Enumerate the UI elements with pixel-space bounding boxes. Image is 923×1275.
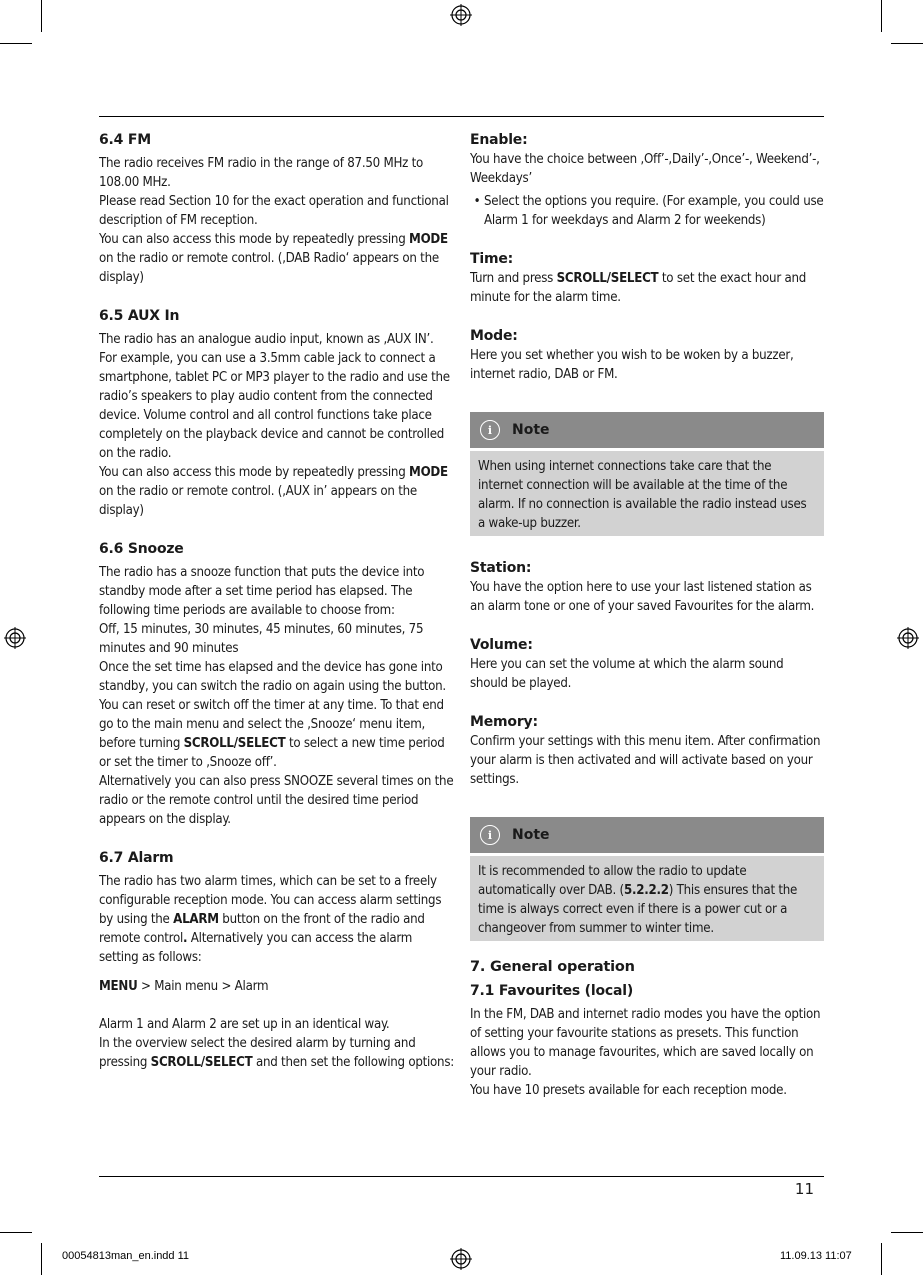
crop-mark [0, 1232, 32, 1233]
section-enable [470, 130, 824, 230]
registration-mark-icon [450, 1248, 472, 1270]
note-title: Note [512, 422, 550, 438]
section-heading: Station: [470, 560, 532, 576]
section-heading: 6.4 FM [99, 132, 151, 148]
paragraph: You can also access this mode by repeatedly pressing MODE on the radio or remote control. (‚DAB Radio‘ appears on the display) [99, 232, 448, 285]
section-favourites [470, 981, 824, 1100]
top-rule [99, 116, 824, 117]
crop-mark [881, 1243, 882, 1275]
section-alarm [99, 848, 454, 1072]
section-heading: Mode: [470, 328, 518, 344]
paragraph: Once the set time has elapsed and the device has gone into standby, you can switch the radio on again using the button. You can reset or switch off the timer at any time. To that end go to the main menu and select the ‚Snooze‘ menu item, before turning SCROLL/SELECT to select a new time period or set the timer to ‚Snooze off’. [99, 660, 446, 770]
crop-mark [891, 1232, 923, 1233]
note-box [470, 817, 824, 941]
crop-mark [881, 0, 882, 32]
paragraph: You have the choice between ‚Off’-,Daily’-,Once’-, Weekend’-, Weekdays’ [470, 152, 820, 186]
section-snooze [99, 539, 454, 829]
bullet-item: • Select the options you require. (For example, you could use Alarm 1 for weekdays and Alarm 2 for weekends) [473, 194, 824, 228]
note-body: When using internet connections take care that the internet connection will be available at the time of the alarm. If no connection is available the radio instead uses a wake-up buzzer. [470, 451, 824, 536]
note-header [470, 412, 824, 448]
section-volume [470, 635, 824, 693]
paragraph: The radio has an analogue audio input, known as ‚AUX IN’. For example, you can use a 3.5mm cable jack to connect a smartphone, tablet PC or MP3 player to the radio and use the radio’s speakers to play audio content from the connected device. Volume control and all control functions take place completely on the playback device and cannot be controlled on the radio. [99, 332, 450, 461]
slug-date: 11.09.13 11:07 [780, 1250, 852, 1262]
paragraph: The radio has two alarm times, which can be set to a freely configurable reception mode. You can access alarm settings by using the ALARM button on the front of the radio and remote control. Alternatively you can access the alarm setting as follows: [99, 874, 442, 965]
section-mode [470, 326, 824, 384]
note-box [470, 412, 824, 536]
section-heading: 7.1 Favourites (local) [470, 983, 634, 999]
paragraph: In the FM, DAB and internet radio modes you have the option of setting your favourite stations as presets. This function allows you to manage favourites, which are saved locally on your radio. [470, 1007, 821, 1079]
chapter-heading: 7. General operation [470, 959, 635, 975]
section-heading: Time: [470, 251, 514, 267]
menu-path: MENU > Main menu > Alarm [99, 979, 269, 994]
section-heading: Volume: [470, 637, 533, 653]
paragraph: Alarm 1 and Alarm 2 are set up in an identical way. [99, 1017, 390, 1032]
paragraph: You have 10 presets available for each reception mode. [470, 1083, 787, 1098]
registration-mark-icon [450, 4, 472, 26]
section-memory [470, 712, 824, 789]
paragraph: You can also access this mode by repeatedly pressing MODE on the radio or remote control. (‚AUX in’ appears on the display) [99, 465, 448, 518]
section-fm [99, 130, 454, 287]
section-station [470, 558, 824, 616]
page-number: 11 [794, 1180, 814, 1198]
right-column [470, 130, 824, 1100]
section-heading: 6.6 Snooze [99, 541, 184, 557]
paragraph: Confirm your settings with this menu item. After confirmation your alarm is then activated and will activate based on your settings. [470, 734, 821, 787]
section-heading: 6.7 Alarm [99, 850, 174, 866]
registration-mark-icon [4, 627, 26, 649]
info-icon: i [480, 825, 500, 845]
left-column [99, 130, 454, 1072]
paragraph: In the overview select the desired alarm by turning and pressing SCROLL/SELECT and then set the following options: [99, 1036, 455, 1070]
slug-file: 00054813man_en.indd 11 [62, 1250, 190, 1262]
paragraph: Here you can set the volume at which the alarm sound should be played. [470, 657, 784, 691]
section-heading: Enable: [470, 132, 528, 148]
note-header [470, 817, 824, 853]
crop-mark [891, 43, 923, 44]
paragraph: Please read Section 10 for the exact operation and functional description of FM reception. [99, 194, 449, 228]
crop-mark [41, 1243, 42, 1275]
paragraph: Turn and press SCROLL/SELECT to set the exact hour and minute for the alarm time. [470, 271, 807, 305]
section-heading: Memory: [470, 714, 538, 730]
crop-mark [0, 43, 32, 44]
bottom-rule [99, 1176, 824, 1177]
paragraph: You have the option here to use your last listened station as an alarm tone or one of your saved Favourites for the alarm. [470, 580, 815, 614]
registration-mark-icon [897, 627, 919, 649]
crop-mark [41, 0, 42, 32]
section-time [470, 249, 824, 307]
paragraph: Alternatively you can also press SNOOZE several times on the radio or the remote control until the desired time period appears on the display. [99, 774, 454, 827]
paragraph: Off, 15 minutes, 30 minutes, 45 minutes, 60 minutes, 75 minutes and 90 minutes [99, 622, 424, 656]
paragraph: The radio receives FM radio in the range of 87.50 MHz to 108.00 MHz. [99, 156, 424, 190]
note-title: Note [512, 827, 550, 843]
paragraph: The radio has a snooze function that puts the device into standby mode after a set time period has elapsed. The following time periods are available to choose from: [99, 565, 425, 618]
paragraph: Here you set whether you wish to be woken by a buzzer, internet radio, DAB or FM. [470, 348, 794, 382]
info-icon: i [480, 420, 500, 440]
section-aux [99, 306, 454, 520]
section-heading: 6.5 AUX In [99, 308, 180, 324]
note-body: It is recommended to allow the radio to update automatically over DAB. (5.2.2.2) This ensures that the time is always correct even if there is a power cut or a changeover from summer to winter time. [470, 856, 824, 941]
